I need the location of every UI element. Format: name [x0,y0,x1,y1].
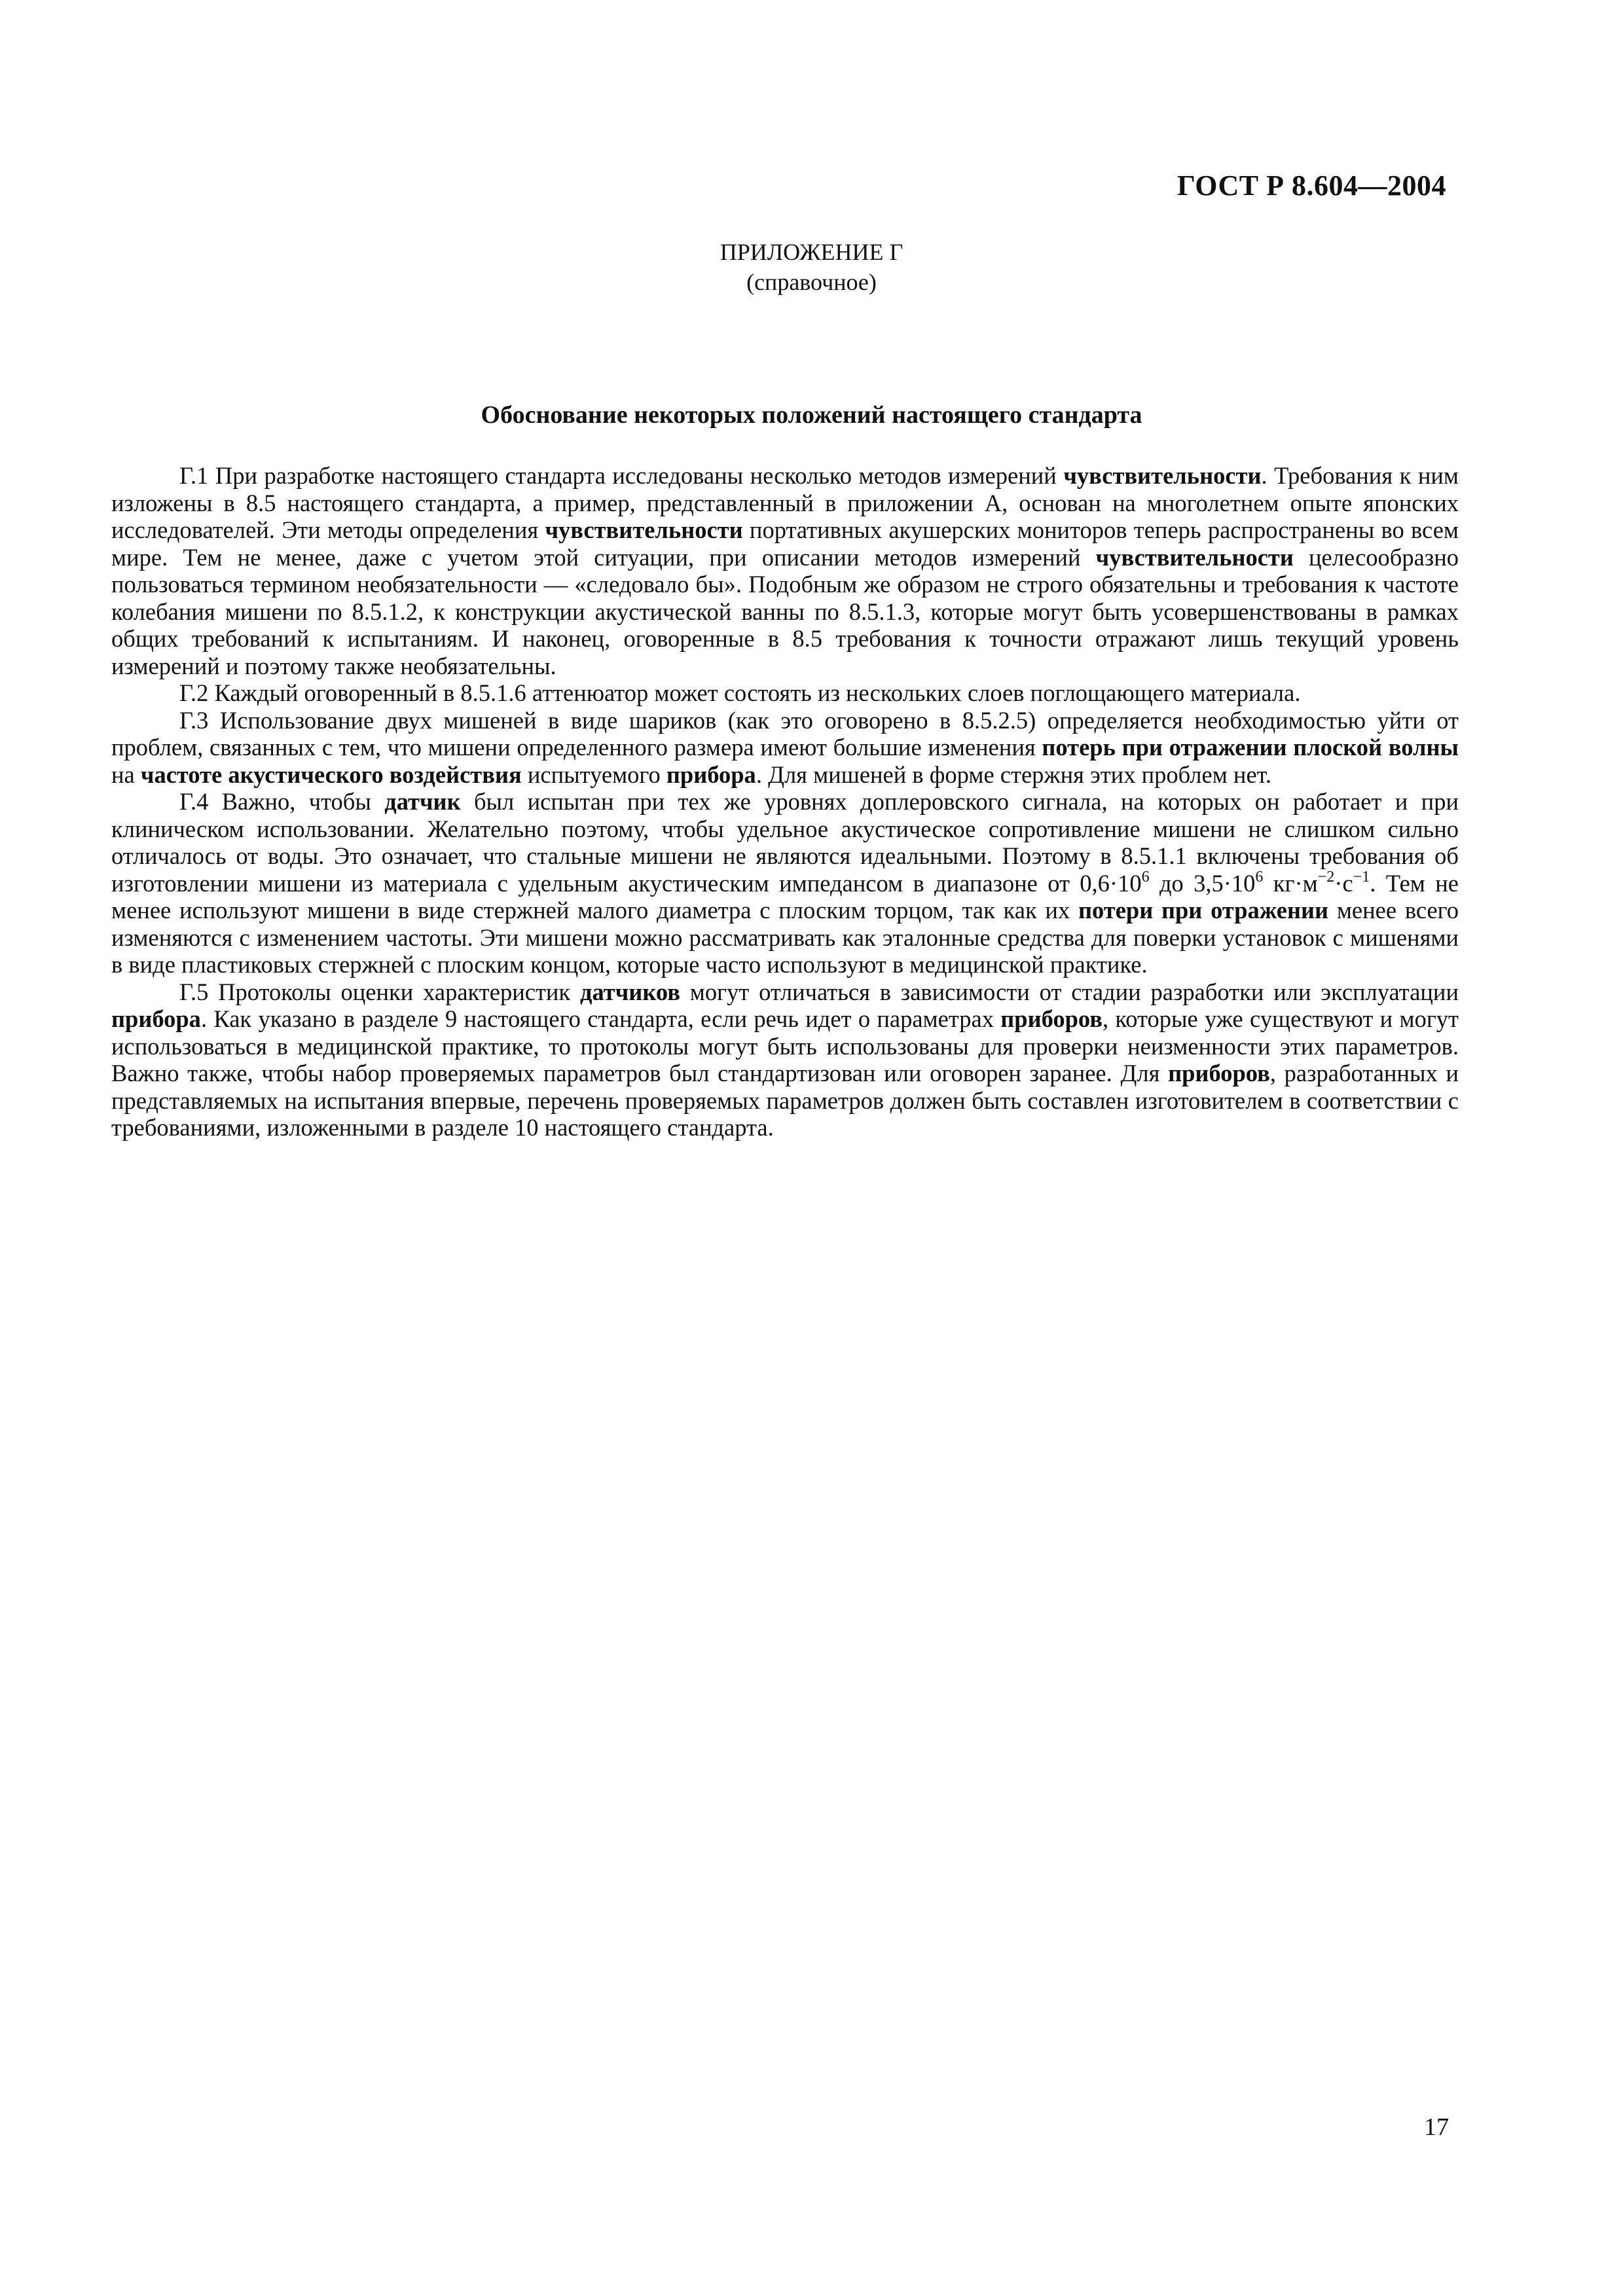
text-run: менее всего изменяются с изменением частоты. Эти мишени можно рассматривать как эталонные средства для поверки установок с мишенями в виде пластиковых стержней с плоским концом, которые часто используют в медицинской практике. [111,897,1459,978]
paragraph-5 [111,978,1459,1141]
superscript: 6 [1141,868,1150,886]
appendix-subtitle: (справочное) [746,269,877,295]
text-run: кг·м [1263,869,1318,897]
bold-term: прибора [111,1005,201,1032]
bold-term: частоте акустического воздействия [140,761,522,788]
bold-term: приборов [1000,1005,1103,1032]
text-run: Г.5 Протоколы оценки характеристик [179,978,580,1005]
text-run: до 3,5·10 [1149,869,1256,897]
text-run: Г.2 Каждый оговоренный в 8.5.1.6 аттенюатор может состоять из нескольких слоев поглощающего материала. [179,679,1301,706]
bold-term: чувствительности [1095,543,1294,571]
text-run: Г.4 Важно, чтобы [179,788,385,815]
text-run: Г.3 Использование двух мишеней в виде шариков (как это оговорено в 8.5.2.5) определяется необходимостью уйти от проблем, связанных с тем, что мишени определенного размера имеют большие изменения [111,706,1459,761]
paragraph-1 [111,462,1459,679]
text-run: был испытан при тех же уровнях доплеровского сигнала, на которых он работает и при клиническом использовании. Желательно поэтому, чтобы удельное акустическое сопротивление мишени не слишком сильно отличалось от воды. Это означает, что стальные мишени не являются идеальными. Поэтому в 8.5.1.1 включены требования об изготовлении мишени из материала с удельным акустическим импедансом в диапазоне от 0,6·10 [111,788,1459,897]
bold-term: потерь при отражении плоской волны [1042,734,1459,761]
text-run: . Требования к ним изложены в 8.5 настоящего стандарта, а пример, представленный в приложении А, основан на многолетнем опыте японских исследователей. Эти методы определения [111,462,1459,543]
text-run: , разработанных и представляемых на испытания впервые, перечень проверяемых параметров должен быть составлен изготовителем в соответствии с требованиями, изложенными в разделе 10 настоящего стандарта. [111,1060,1459,1141]
document-code: ГОСТ Р 8.604—2004 [1176,170,1446,202]
text-run: . Тем не менее используют мишени в виде стержней малого диаметра с плоским торцом, так как их [111,869,1459,924]
section-heading: Обоснование некоторых положений настоящего стандарта [481,401,1142,429]
text-run: . Как указано в разделе 9 настоящего стандарта, если речь идет о параметрах [200,1005,1001,1032]
text-run: портативных акушерских мониторов теперь распространены во всем мире. Тем не менее, даже с учетом этой ситуации, при описании методов измерений [111,516,1459,571]
paragraph-2 [111,679,1459,707]
bold-term: датчик [384,788,461,815]
text-run: на [111,761,141,788]
paragraph-3 [111,707,1459,789]
text-run: . Для мишеней в форме стержня этих проблем нет. [756,761,1271,788]
bold-term: приборов [1168,1060,1270,1086]
superscript: −2 [1317,868,1335,886]
bold-term: датчиков [580,978,680,1005]
text-run: ·с [1334,869,1353,897]
bold-term: чувствительности [545,516,743,543]
paragraph-4 [111,788,1459,978]
page-number: 17 [1424,2113,1449,2141]
text-run: , которые уже существуют и могут использоваться в медицинской практике, то протоколы могут быть использованы для проверки неизменности этих параметров. Важно также, чтобы набор проверяемых параметров был стандартизован или оговорен заранее. Для [111,1005,1459,1086]
bold-term: прибора [666,761,756,788]
bold-term: чувствительности [1063,462,1262,489]
text-run: Г.1 При разработке настоящего стандарта исследованы несколько методов измерений [179,462,1064,489]
text-run: испытуемого [521,761,666,788]
text-run: целесообразно пользоваться термином необязательности — «следовало бы». Подобным же образом не строго обязательны и требования к частоте колебания мишени по 8.5.1.2, к конструкции акустической ванны по 8.5.1.3, которые могут быть усовершенствованы в рамках общих требований к испытаниям. И наконец, оговоренные в 8.5 требования к точности отражают лишь текущий уровень измерений и поэтому также необязательны. [111,543,1459,679]
text-run: могут отличаться в зависимости от стадии разработки или эксплуатации [680,978,1459,1005]
appendix-title: ПРИЛОЖЕНИЕ Г [720,239,903,265]
superscript: 6 [1255,868,1264,886]
body-text [111,462,1459,1141]
superscript: −1 [1353,868,1370,886]
bold-term: потери при отражении [1078,897,1329,924]
